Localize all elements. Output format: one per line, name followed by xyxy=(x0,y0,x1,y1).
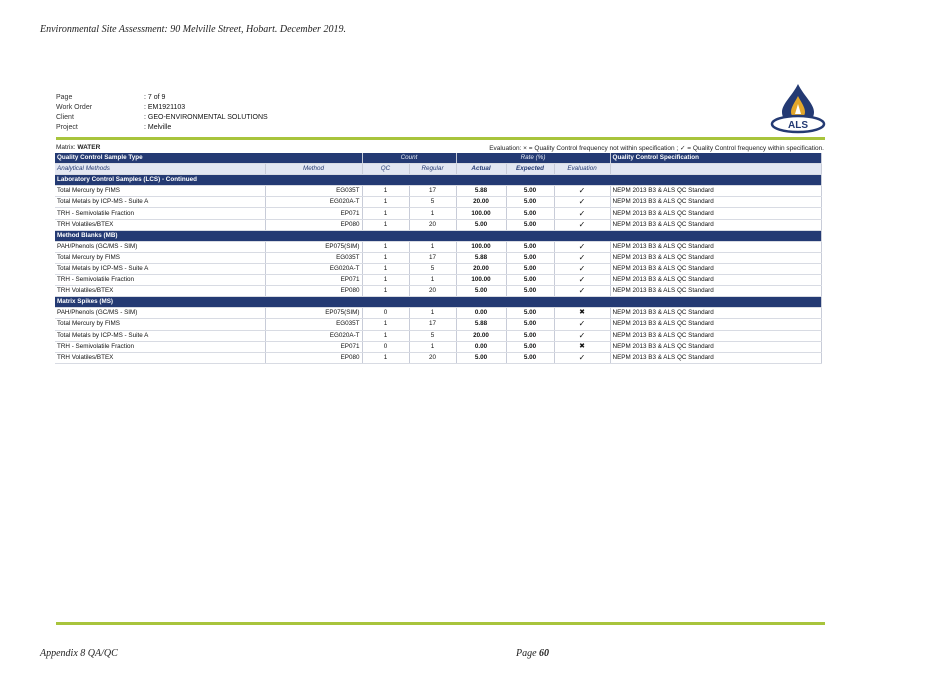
cell-regular-count: 17 xyxy=(409,186,456,197)
footer-page xyxy=(516,648,549,659)
header-qc-sample-type: Quality Control Sample Type xyxy=(55,153,362,164)
section-header-row xyxy=(55,230,822,241)
cell-qc-specification: NEPM 2013 B3 & ALS QC Standard xyxy=(610,330,821,341)
header-method: Method xyxy=(265,164,362,175)
table-row xyxy=(55,186,822,197)
footer-page-label: Page xyxy=(516,648,537,659)
cell-expected-rate: 5.00 xyxy=(506,286,554,297)
cell-regular-count: 17 xyxy=(409,252,456,263)
meta-label: Client xyxy=(56,114,74,121)
cell-analytical-method: TRH Volatiles/BTEX xyxy=(55,219,265,230)
cell-method-code: EP075(SIM) xyxy=(265,241,362,252)
header-qc-specification: Quality Control Specification xyxy=(610,153,821,164)
cell-actual-rate: 0.00 xyxy=(456,341,506,352)
cell-expected-rate: 5.00 xyxy=(506,341,554,352)
check-icon: ✓ xyxy=(554,263,610,274)
cell-method-code: EP075(SIM) xyxy=(265,308,362,319)
table-row xyxy=(55,252,822,263)
header-evaluation: Evaluation xyxy=(554,164,610,175)
cell-expected-rate: 5.00 xyxy=(506,208,554,219)
cell-expected-rate: 5.00 xyxy=(506,330,554,341)
meta-label: Page xyxy=(56,94,73,101)
cell-analytical-method: PAH/Phenols (GC/MS - SIM) xyxy=(55,308,265,319)
cell-qc-count: 1 xyxy=(362,263,409,274)
table-row xyxy=(55,208,822,219)
cell-qc-count: 1 xyxy=(362,275,409,286)
meta-value: : EM1921103 xyxy=(144,104,186,111)
cell-expected-rate: 5.00 xyxy=(506,252,554,263)
cell-regular-count: 1 xyxy=(409,275,456,286)
meta-row xyxy=(56,123,268,133)
meta-row xyxy=(56,113,268,123)
cell-method-code: EP080 xyxy=(265,219,362,230)
cell-regular-count: 1 xyxy=(409,308,456,319)
cell-qc-count: 1 xyxy=(362,208,409,219)
cell-regular-count: 1 xyxy=(409,341,456,352)
als-logo-text: ALS xyxy=(788,120,808,131)
footer-appendix: Appendix 8 QA/QC xyxy=(40,648,118,659)
header-expected: Expected xyxy=(506,164,554,175)
header-qc: QC xyxy=(362,164,409,175)
cell-regular-count: 20 xyxy=(409,286,456,297)
bottom-rule xyxy=(56,622,825,625)
cell-qc-specification: NEPM 2013 B3 & ALS QC Standard xyxy=(610,252,821,263)
check-icon: ✓ xyxy=(554,197,610,208)
check-icon: ✓ xyxy=(554,252,610,263)
qc-table-body xyxy=(55,175,822,364)
cell-actual-rate: 5.88 xyxy=(456,186,506,197)
matrix-line xyxy=(56,144,824,152)
cell-method-code: EG035T xyxy=(265,252,362,263)
cell-analytical-method: Total Mercury by FIMS xyxy=(55,186,265,197)
header-analytical-methods: Analytical Methods xyxy=(55,164,265,175)
section-title: Matrix Spikes (MS) xyxy=(55,297,822,308)
cell-analytical-method: Total Mercury by FIMS xyxy=(55,252,265,263)
table-row xyxy=(55,330,822,341)
cell-qc-count: 1 xyxy=(362,286,409,297)
check-icon: ✓ xyxy=(554,319,610,330)
cell-expected-rate: 5.00 xyxy=(506,186,554,197)
cell-qc-specification: NEPM 2013 B3 & ALS QC Standard xyxy=(610,241,821,252)
section-title: Laboratory Control Samples (LCS) - Continued xyxy=(55,175,822,186)
document-header-title: Environmental Site Assessment: 90 Melville Street, Hobart. December 2019. xyxy=(40,24,346,35)
header-count: Count xyxy=(362,153,456,164)
cell-actual-rate: 5.88 xyxy=(456,252,506,263)
qc-frequency-table xyxy=(55,153,822,364)
table-row xyxy=(55,241,822,252)
cell-analytical-method: Total Mercury by FIMS xyxy=(55,319,265,330)
cell-analytical-method: PAH/Phenols (GC/MS - SIM) xyxy=(55,241,265,252)
cell-qc-count: 1 xyxy=(362,252,409,263)
cross-icon: ✖ xyxy=(554,308,610,319)
section-header-row xyxy=(55,175,822,186)
table-row xyxy=(55,308,822,319)
cell-actual-rate: 5.88 xyxy=(456,319,506,330)
section-header-row xyxy=(55,297,822,308)
cell-qc-count: 1 xyxy=(362,197,409,208)
cell-expected-rate: 5.00 xyxy=(506,352,554,363)
cell-qc-specification: NEPM 2013 B3 & ALS QC Standard xyxy=(610,308,821,319)
cell-expected-rate: 5.00 xyxy=(506,275,554,286)
cell-qc-count: 1 xyxy=(362,186,409,197)
cell-expected-rate: 5.00 xyxy=(506,197,554,208)
cell-regular-count: 1 xyxy=(409,208,456,219)
cell-expected-rate: 5.00 xyxy=(506,219,554,230)
footer-page-number: 60 xyxy=(539,648,550,659)
matrix-label: Matrix: xyxy=(56,144,76,151)
cell-actual-rate: 100.00 xyxy=(456,208,506,219)
cell-method-code: EP080 xyxy=(265,352,362,363)
cell-actual-rate: 20.00 xyxy=(456,330,506,341)
cell-method-code: EG035T xyxy=(265,186,362,197)
evaluation-legend: Evaluation: × = Quality Control frequency not within specification ; ✓ = Quality Control frequency within specification. xyxy=(489,145,824,152)
cell-method-code: EP071 xyxy=(265,275,362,286)
meta-row xyxy=(56,103,268,113)
cell-analytical-method: TRH - Semivolatile Fraction xyxy=(55,208,265,219)
check-icon: ✓ xyxy=(554,208,610,219)
meta-value: : 7 of 9 xyxy=(144,94,166,101)
check-icon: ✓ xyxy=(554,352,610,363)
cell-regular-count: 5 xyxy=(409,263,456,274)
cell-qc-specification: NEPM 2013 B3 & ALS QC Standard xyxy=(610,286,821,297)
cell-actual-rate: 5.00 xyxy=(456,352,506,363)
cell-expected-rate: 5.00 xyxy=(506,319,554,330)
cell-qc-count: 1 xyxy=(362,319,409,330)
meta-value: : GEO-ENVIRONMENTAL SOLUTIONS xyxy=(144,114,268,121)
cell-method-code: EG020A-T xyxy=(265,330,362,341)
check-icon: ✓ xyxy=(554,330,610,341)
table-row xyxy=(55,263,822,274)
cell-actual-rate: 5.00 xyxy=(456,219,506,230)
table-header-row-2 xyxy=(55,164,822,175)
meta-label: Work Order xyxy=(56,104,93,111)
cell-qc-count: 0 xyxy=(362,341,409,352)
cell-method-code: EP080 xyxy=(265,286,362,297)
cell-regular-count: 5 xyxy=(409,330,456,341)
cell-qc-specification: NEPM 2013 B3 & ALS QC Standard xyxy=(610,352,821,363)
cell-expected-rate: 5.00 xyxy=(506,241,554,252)
cell-analytical-method: Total Metals by ICP-MS - Suite A xyxy=(55,263,265,274)
als-logo xyxy=(770,82,826,134)
cell-actual-rate: 100.00 xyxy=(456,241,506,252)
check-icon: ✓ xyxy=(554,186,610,197)
header-actual: Actual xyxy=(456,164,506,175)
top-rule xyxy=(56,137,825,140)
table-row xyxy=(55,219,822,230)
matrix-label-group xyxy=(56,144,100,152)
cell-actual-rate: 20.00 xyxy=(456,197,506,208)
cell-analytical-method: TRH Volatiles/BTEX xyxy=(55,286,265,297)
meta-label: Project xyxy=(56,124,78,131)
cell-qc-count: 1 xyxy=(362,352,409,363)
cell-regular-count: 1 xyxy=(409,241,456,252)
cell-actual-rate: 5.00 xyxy=(456,286,506,297)
header-spec-blank xyxy=(610,164,821,175)
report-meta xyxy=(56,93,268,133)
cell-qc-specification: NEPM 2013 B3 & ALS QC Standard xyxy=(610,275,821,286)
table-row xyxy=(55,319,822,330)
cell-analytical-method: TRH Volatiles/BTEX xyxy=(55,352,265,363)
cell-expected-rate: 5.00 xyxy=(506,263,554,274)
table-row xyxy=(55,341,822,352)
cell-qc-count: 1 xyxy=(362,219,409,230)
cell-analytical-method: Total Metals by ICP-MS - Suite A xyxy=(55,197,265,208)
cell-method-code: EG035T xyxy=(265,319,362,330)
cell-qc-specification: NEPM 2013 B3 & ALS QC Standard xyxy=(610,197,821,208)
meta-row xyxy=(56,93,268,103)
cell-qc-count: 1 xyxy=(362,330,409,341)
cell-actual-rate: 100.00 xyxy=(456,275,506,286)
cell-actual-rate: 0.00 xyxy=(456,308,506,319)
cell-analytical-method: TRH - Semivolatile Fraction xyxy=(55,275,265,286)
cell-method-code: EG020A-T xyxy=(265,197,362,208)
cell-expected-rate: 5.00 xyxy=(506,308,554,319)
cell-qc-specification: NEPM 2013 B3 & ALS QC Standard xyxy=(610,263,821,274)
cell-analytical-method: Total Metals by ICP-MS - Suite A xyxy=(55,330,265,341)
cell-qc-count: 1 xyxy=(362,241,409,252)
cell-actual-rate: 20.00 xyxy=(456,263,506,274)
cell-analytical-method: TRH - Semivolatile Fraction xyxy=(55,341,265,352)
cell-qc-count: 0 xyxy=(362,308,409,319)
table-row xyxy=(55,286,822,297)
cell-qc-specification: NEPM 2013 B3 & ALS QC Standard xyxy=(610,186,821,197)
check-icon: ✓ xyxy=(554,286,610,297)
cell-qc-specification: NEPM 2013 B3 & ALS QC Standard xyxy=(610,341,821,352)
table-header-row-1 xyxy=(55,153,822,164)
header-rate: Rate (%) xyxy=(456,153,610,164)
cell-regular-count: 17 xyxy=(409,319,456,330)
cell-method-code: EP071 xyxy=(265,208,362,219)
cell-qc-specification: NEPM 2013 B3 & ALS QC Standard xyxy=(610,208,821,219)
cell-qc-specification: NEPM 2013 B3 & ALS QC Standard xyxy=(610,319,821,330)
cell-regular-count: 20 xyxy=(409,219,456,230)
cell-method-code: EP071 xyxy=(265,341,362,352)
cell-regular-count: 20 xyxy=(409,352,456,363)
table-row xyxy=(55,275,822,286)
section-title: Method Blanks (MB) xyxy=(55,230,822,241)
matrix-value: WATER xyxy=(77,144,101,151)
cross-icon: ✖ xyxy=(554,341,610,352)
cell-qc-specification: NEPM 2013 B3 & ALS QC Standard xyxy=(610,219,821,230)
check-icon: ✓ xyxy=(554,275,610,286)
table-row xyxy=(55,197,822,208)
check-icon: ✓ xyxy=(554,241,610,252)
cell-regular-count: 5 xyxy=(409,197,456,208)
cell-method-code: EG020A-T xyxy=(265,263,362,274)
table-row xyxy=(55,352,822,363)
check-icon: ✓ xyxy=(554,219,610,230)
meta-value: : Melville xyxy=(144,124,172,131)
header-regular: Regular xyxy=(409,164,456,175)
